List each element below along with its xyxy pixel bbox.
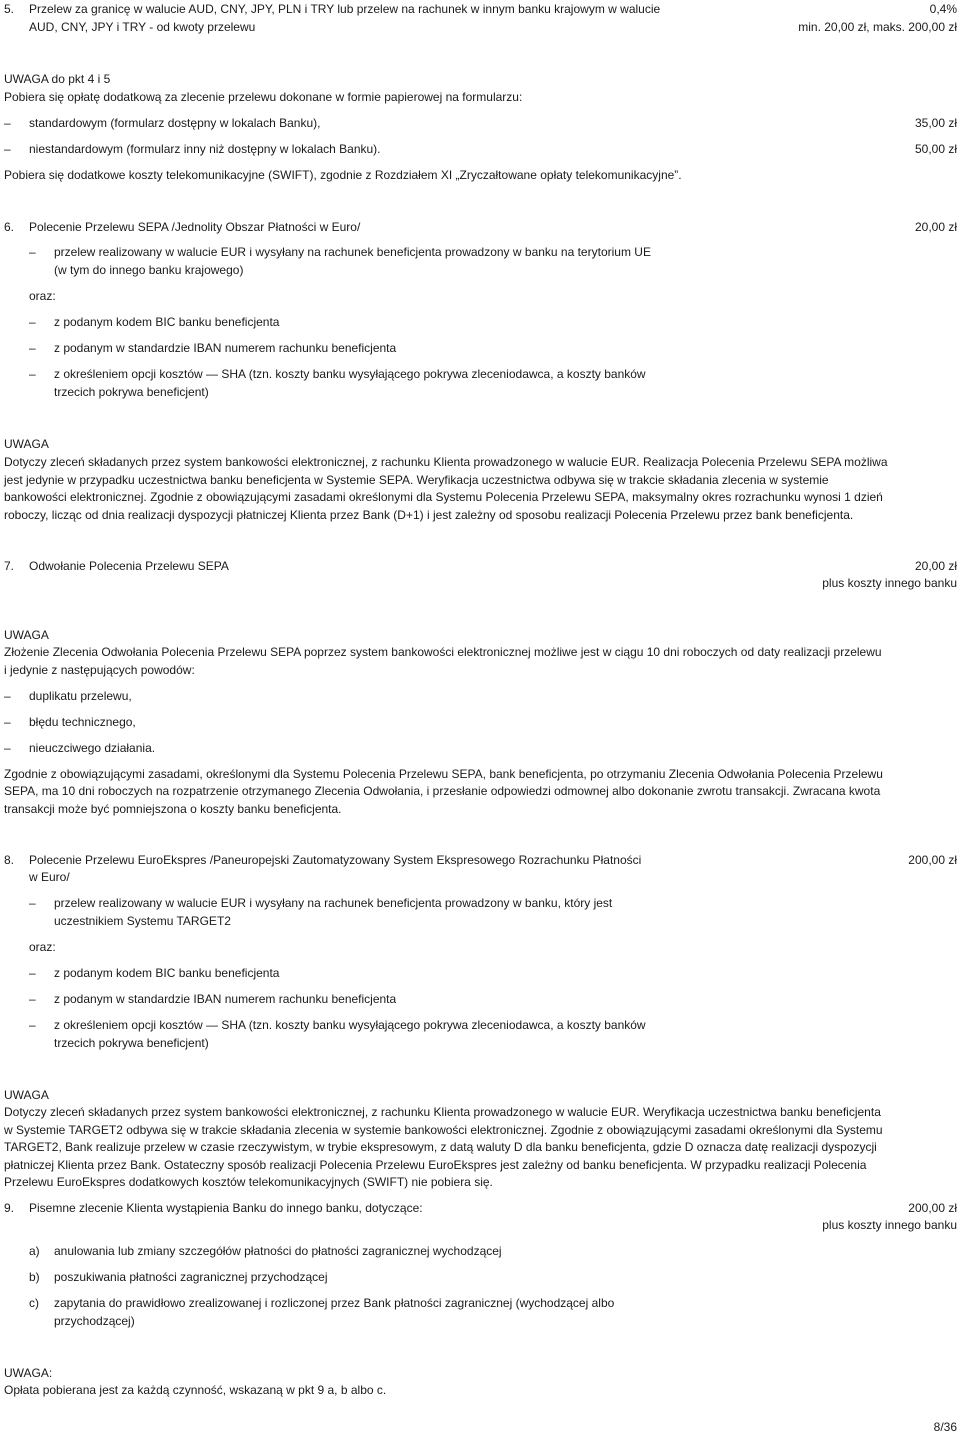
section-6-bullet-3: z podanym w standardzie IBAN numerem rachunku beneficjenta <box>54 341 397 355</box>
section-6-number: 6. <box>4 220 15 234</box>
section-8-bullet-2: z podanym kodem BIC banku beneficjenta <box>54 966 280 980</box>
section-8-bullet <box>4 990 957 1008</box>
section-8-title-line1: Polecenie Przelewu EuroEkspres /Paneuropejski Zautomatyzowany System Ekspresowego Rozrachunku Płatności <box>29 853 642 867</box>
note-8-line: w Systemie TARGET2 odbywa się w trakcie składania zlecenia w systemie bankowości elektronicznej. Zgodnie z obowiązującymi zasadami określonymi dla Systemu <box>4 1123 883 1137</box>
note-4-5-item <box>4 140 957 158</box>
note-8-title: UWAGA <box>4 1088 49 1102</box>
note-4-5-footer: Pobiera się dodatkowe koszty telekomunikacyjne (SWIFT), zgodnie z Rozdziałem XI „Zryczałtowane opłaty telekomunikacyjne”. <box>4 168 682 182</box>
note-8-line: Dotyczy zleceń składanych przez system bankowości elektronicznej, z rachunku Klienta prowadzonego w walucie EUR. Weryfikacja uczestnictwa banku beneficjenta <box>4 1105 881 1119</box>
note-7-paragraph-line: SEPA, ma 10 dni roboczych na rozpatrzenie otrzymanego Zlecenia Odwołania, i przesłanie odpowiedzi odmownej albo dokonanie zwrotu transakcji. Zwracana kwota <box>4 784 881 798</box>
section-9-item <box>29 1268 957 1286</box>
dash-bullet: – <box>29 341 36 355</box>
section-9-item-mark: c) <box>29 1296 39 1310</box>
dash-bullet: – <box>29 966 36 980</box>
note-8-line: płatniczej Klienta przez Bank. Ostateczny sposób realizacji Polecenia Przelewu EuroEkspres jest zależny od banku beneficjenta. W przypadku realizacji Polecenia <box>4 1158 867 1172</box>
note-7-item-label: nieuczciwego działania. <box>29 741 156 755</box>
dash-bullet: – <box>29 367 36 381</box>
note-4-5-item <box>4 114 957 132</box>
dash-bullet: – <box>29 1018 36 1032</box>
section-9-item-label-line2: przychodzącej) <box>54 1314 135 1328</box>
note-8-line: Przelewu EuroEkspres dodatkowych kosztów telekomunikacyjnych (SWIFT) nie pobiera się. <box>4 1175 493 1189</box>
section-9-title: Pisemne zlecenie Klienta wystąpienia Banku do innego banku, dotyczące: <box>29 1201 423 1215</box>
section-7-title: Odwołanie Polecenia Przelewu SEPA <box>29 559 229 573</box>
section-8-bullet <box>4 894 957 912</box>
note-6-line: jest jedynie w przypadku uczestnictwa banku beneficjenta w Systemie SEPA. Weryfikacja uczestnictwa odbywa się w trakcie składania zlecenia w systemie <box>4 473 829 487</box>
section-7-fee-note: plus koszty innego banku <box>822 576 957 590</box>
note-7-item <box>4 713 957 731</box>
note-6-title: UWAGA <box>4 437 49 451</box>
dash-bullet: – <box>4 142 11 156</box>
section-6-title: Polecenie Przelewu SEPA /Jednolity Obszar Płatności w Euro/ <box>29 220 361 234</box>
page-number: 8/36 <box>933 1420 957 1434</box>
section-9-item-label: zapytania do prawidłowo zrealizowanej i rozliczonej przez Bank płatności zagranicznej (wychodzącej albo <box>54 1296 615 1310</box>
section-6-oraz: oraz: <box>29 289 56 303</box>
section-8-row <box>4 851 957 869</box>
section-9-item-mark: a) <box>29 1244 40 1258</box>
note-7-item <box>4 739 957 757</box>
dash-bullet: – <box>29 245 36 259</box>
dash-bullet: – <box>4 741 11 755</box>
note-7-item <box>4 687 957 705</box>
dash-bullet: – <box>29 992 36 1006</box>
section-6-bullet-4-line2: trzecich pokrywa beneficjent) <box>54 385 209 399</box>
section-6-bullet <box>4 313 957 331</box>
note-7-item-label: duplikatu przelewu, <box>29 689 132 703</box>
note-4-5-item-label: standardowym (formularz dostępny w lokalach Banku), <box>29 116 321 130</box>
note-7-line: Złożenie Zlecenia Odwołania Polecenia Przelewu SEPA poprzez system bankowości elektronicznej możliwe jest w ciągu 10 dni roboczych od daty realizacji przelewu <box>4 645 882 659</box>
note-4-5-item-fee: 35,00 zł <box>914 116 957 130</box>
section-6-bullet <box>4 365 957 383</box>
section-8-bullet <box>4 1016 957 1034</box>
dash-bullet: – <box>4 715 11 729</box>
section-5-number: 5. <box>4 2 15 16</box>
section-6-bullet <box>4 339 957 357</box>
section-5-fee-range: min. 20,00 zł, maks. 200,00 zł <box>798 20 957 34</box>
note-7-paragraph-line: transakcji może być pomniejszona o koszty banku beneficjenta. <box>4 802 342 816</box>
note-7-paragraph-line: Zgodnie z obowiązującymi zasadami, określonymi dla Systemu Polecenia Przelewu SEPA, bank beneficjenta, po otrzymaniu Zlecenia Odwołania Polecenia Przelewu <box>4 767 883 781</box>
dash-bullet: – <box>29 315 36 329</box>
section-9-item <box>29 1294 957 1312</box>
section-9-fee-note: plus koszty innego banku <box>822 1218 957 1232</box>
section-8-bullet-3: z podanym w standardzie IBAN numerem rachunku beneficjenta <box>54 992 397 1006</box>
section-9-number: 9. <box>4 1201 15 1215</box>
section-8-bullet-1-line1: przelew realizowany w walucie EUR i wysyłany na rachunek beneficjenta prowadzony w banku, który jest <box>54 896 613 910</box>
note-9-text: Opłata pobierana jest za każdą czynność, wskazaną w pkt 9 a, b albo c. <box>4 1383 387 1397</box>
section-6-bullet <box>4 243 957 261</box>
note-4-5-title: UWAGA do pkt 4 i 5 <box>4 72 111 86</box>
note-6-line: bankowości elektronicznej. Zgodnie z obowiązującymi zasadami określonymi dla Systemu Polecenia Przelewu SEPA, maksymalny okres rozrachunku wynosi 1 dzień <box>4 490 883 504</box>
section-8-number: 8. <box>4 853 15 867</box>
section-8-title-line2: w Euro/ <box>29 870 70 884</box>
section-6-bullet-1-line2: (w tym do innego banku krajowego) <box>54 263 244 277</box>
note-7-title: UWAGA <box>4 628 49 642</box>
section-6-bullet-2: z podanym kodem BIC banku beneficjenta <box>54 315 280 329</box>
section-5-title-line2: AUD, CNY, JPY i TRY - od kwoty przelewu <box>29 20 256 34</box>
section-8-fee: 200,00 zł <box>908 853 957 867</box>
section-8-bullet <box>4 964 957 982</box>
section-9-item-label: poszukiwania płatności zagranicznej przychodzącej <box>54 1270 328 1284</box>
section-7-number: 7. <box>4 559 15 573</box>
dash-bullet: – <box>4 689 11 703</box>
note-4-5-item-fee: 50,00 zł <box>914 142 957 156</box>
note-6-line: Dotyczy zleceń składanych przez system bankowości elektronicznej, z rachunku Klienta prowadzonego w walucie EUR. Realizacja Polecenia Przelewu SEPA możliwa <box>4 455 888 469</box>
note-6-line: roboczy, licząc od dnia realizacji dyspozycji płatniczej Klienta przez Bank (D+1) i jest zależny od sposobu realizacji Polecenia Przelewu przez bank beneficjenta. <box>4 508 854 522</box>
section-6-fee: 20,00 zł <box>914 220 957 234</box>
section-6-row <box>4 218 957 236</box>
dash-bullet: – <box>4 116 11 130</box>
section-5-title-line1: Przelew za granicę w walucie AUD, CNY, JPY, PLN i TRY lub przelew na rachunek w innym banku krajowym w walucie <box>29 2 661 16</box>
section-9-item-label: anulowania lub zmiany szczegółów płatności do płatności zagranicznej wychodzącej <box>54 1244 502 1258</box>
note-8-line: TARGET2, Bank realizuje przelew w czasie rzeczywistym, w trybie ekspresowym, z datą waluty D dla banku beneficjenta, gdzie D oznacza datę realizacji dyspozycji <box>4 1140 877 1154</box>
section-6-bullet-1-line1: przelew realizowany w walucie EUR i wysyłany na rachunek beneficjenta prowadzony w banku na terytorium UE <box>54 245 651 259</box>
section-8-bullet-1-line2: uczestnikiem Systemu TARGET2 <box>54 914 231 928</box>
section-8-bullet-4-line2: trzecich pokrywa beneficjent) <box>54 1036 209 1050</box>
section-9-row <box>4 1199 957 1217</box>
section-8-bullet-4-line1: z określeniem opcji kosztów — SHA (tzn. koszty banku wysyłającego pokrywa zleceniodawca, a koszty banków <box>54 1018 646 1032</box>
note-9-title: UWAGA: <box>4 1366 53 1380</box>
note-4-5-item-label: niestandardowym (formularz inny niż dostępny w lokalach Banku). <box>29 142 381 156</box>
note-7-line: i jedynie z następujących powodów: <box>4 663 195 677</box>
note-4-5-intro: Pobiera się opłatę dodatkową za zlecenie przelewu dokonane w formie papierowej na formularzu: <box>4 90 523 104</box>
section-9-fee: 200,00 zł <box>908 1201 957 1215</box>
dash-bullet: – <box>29 896 36 910</box>
section-5-row-2 <box>4 18 957 36</box>
section-8-oraz: oraz: <box>29 940 56 954</box>
section-7-fee: 20,00 zł <box>914 559 957 573</box>
section-9-item <box>29 1242 957 1260</box>
note-7-item-label: błędu technicznego, <box>29 715 136 729</box>
section-7-row <box>4 557 957 575</box>
section-5-fee: 0,4% <box>929 2 957 16</box>
section-6-bullet-4-line1: z określeniem opcji kosztów — SHA (tzn. koszty banku wysyłającego pokrywa zleceniodawca, a koszty banków <box>54 367 646 381</box>
section-5-row <box>4 0 957 18</box>
section-9-item-mark: b) <box>29 1270 40 1284</box>
